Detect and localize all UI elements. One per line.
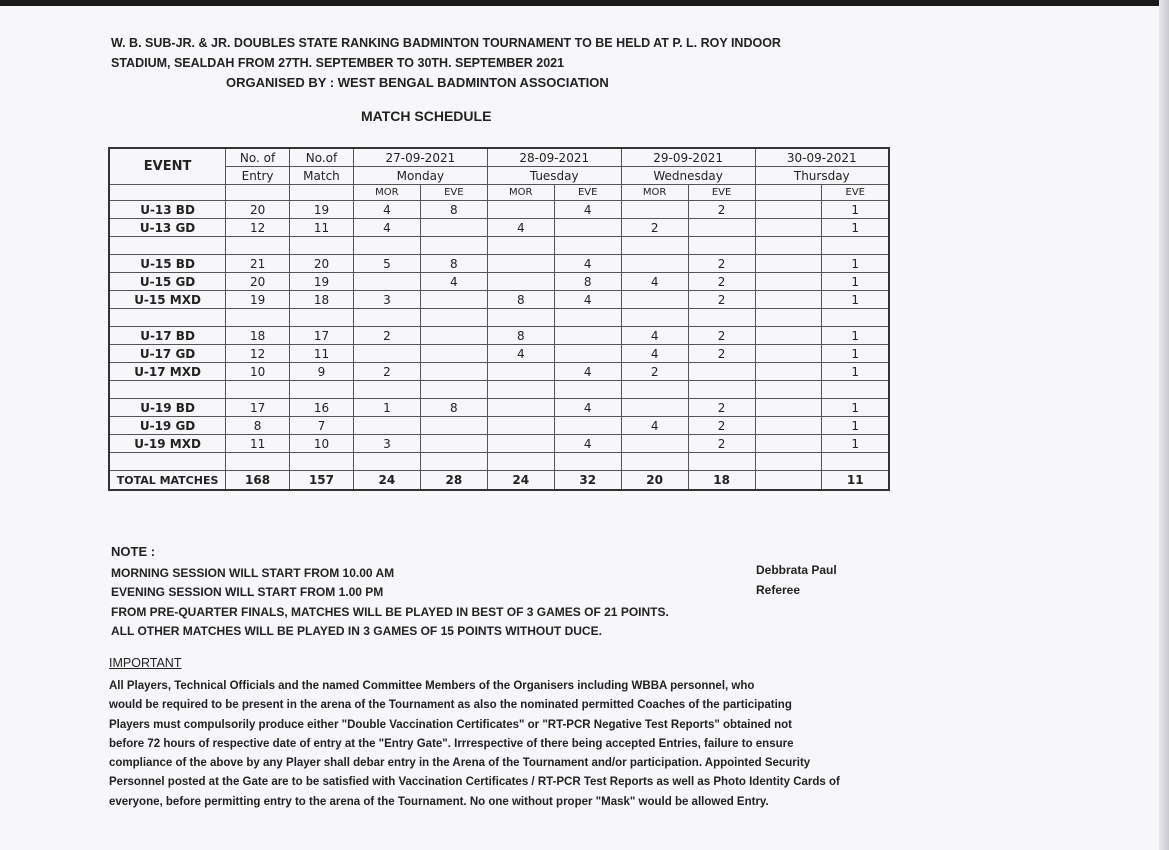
table-cell: [554, 345, 621, 363]
table-cell: 21: [226, 255, 290, 273]
table-cell: [755, 345, 822, 363]
blank-cell: [822, 237, 889, 255]
session-header: EVE: [554, 185, 621, 201]
table-cell: 1: [353, 399, 420, 417]
table-cell: 8: [420, 399, 487, 417]
table-cell: 4: [353, 201, 420, 219]
table-cell: 2: [688, 201, 755, 219]
blank-cell: [353, 453, 420, 471]
header-line-2: STADIUM, SEALDAH FROM 27TH. SEPTEMBER TO 30TH. SEPTEMBER 2021: [111, 56, 565, 70]
document-header: [111, 33, 781, 93]
blank-cell: [353, 381, 420, 399]
blank-cell: [554, 309, 621, 327]
blank-cell: [487, 381, 554, 399]
blank-cell: [109, 237, 226, 255]
blank-cell: [822, 381, 889, 399]
table-row: [109, 327, 889, 345]
blank-cell: [226, 237, 290, 255]
table-cell: [420, 345, 487, 363]
table-cell: 2: [688, 273, 755, 291]
blank-cell: [755, 309, 822, 327]
table-cell: [353, 345, 420, 363]
blank-cell: [420, 237, 487, 255]
table-cell: 2: [688, 399, 755, 417]
table-cell: 19: [290, 201, 354, 219]
important-text: [109, 677, 899, 812]
table-cell: [755, 291, 822, 309]
table-cell: [755, 471, 822, 491]
entry-header-line-1: No. of: [226, 148, 290, 167]
blank-cell: [688, 237, 755, 255]
important-line: would be required to be present in the arena of the Tournament as also the nominated permitted Coaches of the participating: [109, 699, 792, 712]
table-cell: [688, 219, 755, 237]
blank-cell: [688, 381, 755, 399]
table-cell: 4: [554, 399, 621, 417]
table-cell: 9: [290, 363, 354, 381]
blank-cell: [755, 237, 822, 255]
table-cell: [487, 255, 554, 273]
table-cell: 17: [226, 399, 290, 417]
table-cell: 11: [290, 345, 354, 363]
blank-cell: [226, 453, 290, 471]
table-cell: 20: [290, 255, 354, 273]
event-name-cell: U-19 MXD: [109, 435, 226, 453]
table-cell: 4: [554, 255, 621, 273]
blank-cell: [822, 309, 889, 327]
scan-top-border: [0, 0, 1169, 6]
table-cell: [487, 273, 554, 291]
table-cell: [420, 417, 487, 435]
match-header-line-1: No.of: [290, 148, 354, 167]
table-cell: [755, 219, 822, 237]
blank-cell: [353, 237, 420, 255]
table-cell: 8: [226, 417, 290, 435]
table-cell: 10: [290, 435, 354, 453]
blank-cell: [420, 381, 487, 399]
table-cell: 8: [554, 273, 621, 291]
table-cell: 1: [822, 417, 889, 435]
table-cell: 18: [226, 327, 290, 345]
table-cell: 1: [822, 291, 889, 309]
match-schedule-table: [108, 147, 890, 491]
event-name-cell: U-15 MXD: [109, 291, 226, 309]
event-name-cell: U-19 BD: [109, 399, 226, 417]
event-name-cell: TOTAL MATCHES: [109, 471, 226, 491]
table-cell: 4: [554, 363, 621, 381]
table-row: [109, 399, 889, 417]
table-cell: 3: [353, 435, 420, 453]
table-cell: 3: [353, 291, 420, 309]
table-cell: 4: [353, 219, 420, 237]
header-organiser: ORGANISED BY : WEST BENGAL BADMINTON ASSOCIATION: [226, 75, 609, 90]
table-cell: 10: [226, 363, 290, 381]
blank-cell: [290, 453, 354, 471]
spacer-row: [109, 309, 889, 327]
table-cell: 8: [420, 201, 487, 219]
table-cell: 11: [822, 471, 889, 491]
table-cell: 4: [554, 435, 621, 453]
event-name-cell: U-13 BD: [109, 201, 226, 219]
note-line: EVENING SESSION WILL START FROM 1.00 PM: [111, 585, 384, 599]
blank-cell: [621, 309, 688, 327]
day-name: Thursday: [755, 167, 889, 185]
total-row: [109, 471, 889, 491]
table-cell: 157: [290, 471, 354, 491]
table-cell: 2: [688, 255, 755, 273]
day-name: Monday: [353, 167, 487, 185]
blank-cell: [290, 309, 354, 327]
table-cell: 1: [822, 435, 889, 453]
blank-cell: [688, 453, 755, 471]
table-cell: 11: [226, 435, 290, 453]
table-cell: [755, 201, 822, 219]
table-cell: [755, 255, 822, 273]
table-cell: 5: [353, 255, 420, 273]
day-date: 30-09-2021: [755, 148, 889, 167]
table-cell: [688, 363, 755, 381]
table-cell: [554, 219, 621, 237]
table-cell: 168: [226, 471, 290, 491]
session-header: EVE: [420, 185, 487, 201]
table-cell: 18: [688, 471, 755, 491]
blank-cell: [487, 237, 554, 255]
important-section: [109, 656, 222, 670]
table-cell: 2: [621, 219, 688, 237]
session-header: EVE: [688, 185, 755, 201]
table-cell: [420, 291, 487, 309]
table-cell: [420, 363, 487, 381]
table-cell: 24: [487, 471, 554, 491]
table-cell: 12: [226, 345, 290, 363]
table-cell: 28: [420, 471, 487, 491]
table-cell: 1: [822, 255, 889, 273]
day-name: Wednesday: [621, 167, 755, 185]
blank-cell: [621, 237, 688, 255]
table-cell: 20: [621, 471, 688, 491]
table-row: [109, 363, 889, 381]
table-cell: 18: [290, 291, 354, 309]
table-cell: 8: [420, 255, 487, 273]
blank-cell: [420, 453, 487, 471]
header-line-1: W. B. SUB-JR. & JR. DOUBLES STATE RANKING BADMINTON TOURNAMENT TO BE HELD AT P. L. ROY INDOOR: [111, 36, 781, 50]
event-name-cell: U-19 GD: [109, 417, 226, 435]
table-cell: 2: [621, 363, 688, 381]
table-cell: 1: [822, 327, 889, 345]
blank-cell: [621, 381, 688, 399]
schedule-title: MATCH SCHEDULE: [361, 108, 492, 124]
table-cell: [353, 417, 420, 435]
session-header: MOR: [487, 185, 554, 201]
table-cell: 2: [688, 417, 755, 435]
important-line: compliance of the above by any Player shall debar entry in the Arena of the Tournament and/or participation. Appointed Security: [109, 757, 811, 770]
important-line: before 72 hours of respective date of entry at the "Entry Gate". Irrrespective of there being accepted Entries, failure to ensure: [109, 737, 794, 750]
table-cell: [487, 201, 554, 219]
table-cell: 4: [621, 327, 688, 345]
blank-cell: [290, 381, 354, 399]
note-line: ALL OTHER MATCHES WILL BE PLAYED IN 3 GAMES OF 15 POINTS WITHOUT DUCE.: [111, 624, 602, 638]
table-cell: 4: [621, 417, 688, 435]
table-cell: [621, 291, 688, 309]
table-cell: [621, 435, 688, 453]
important-line: All Players, Technical Officials and the named Committee Members of the Organisers including WBBA personnel, who: [109, 680, 755, 692]
table-cell: 17: [290, 327, 354, 345]
blank-cell: [487, 453, 554, 471]
referee-title: Referee: [756, 582, 801, 597]
session-header-blank: [109, 185, 226, 201]
table-cell: [755, 327, 822, 345]
table-cell: [487, 417, 554, 435]
table-row: [109, 219, 889, 237]
table-cell: [487, 399, 554, 417]
table-cell: 1: [822, 345, 889, 363]
session-header: MOR: [621, 185, 688, 201]
event-name-cell: U-15 GD: [109, 273, 226, 291]
table-row: [109, 201, 889, 219]
table-cell: [755, 435, 822, 453]
table-row: [109, 345, 889, 363]
spacer-row: [109, 381, 889, 399]
table-cell: 4: [487, 345, 554, 363]
referee-signature-block: [756, 561, 837, 600]
blank-cell: [755, 453, 822, 471]
table-cell: [755, 417, 822, 435]
day-date: 28-09-2021: [487, 148, 621, 167]
table-cell: 4: [621, 273, 688, 291]
event-name-cell: U-17 BD: [109, 327, 226, 345]
table-cell: 4: [621, 345, 688, 363]
schedule-body: [109, 201, 889, 491]
event-name-cell: U-17 GD: [109, 345, 226, 363]
table-cell: 12: [226, 219, 290, 237]
event-column-header: EVENT: [109, 148, 226, 185]
event-name-cell: U-13 GD: [109, 219, 226, 237]
table-cell: [755, 273, 822, 291]
table-cell: [487, 435, 554, 453]
table-cell: 32: [554, 471, 621, 491]
table-cell: [621, 399, 688, 417]
table-cell: 1: [822, 201, 889, 219]
blank-cell: [822, 453, 889, 471]
table-row: [109, 291, 889, 309]
table-cell: 2: [688, 291, 755, 309]
day-date: 29-09-2021: [621, 148, 755, 167]
important-line: Players must compulsorily produce either "Double Vaccination Certificates" or "RT-PCR Negative Test Reports" obtained not: [109, 718, 792, 731]
table-cell: 1: [822, 273, 889, 291]
session-header: MOR: [353, 185, 420, 201]
table-cell: 20: [226, 201, 290, 219]
table-cell: 20: [226, 273, 290, 291]
table-cell: [621, 255, 688, 273]
table-cell: 4: [487, 219, 554, 237]
table-row: [109, 255, 889, 273]
table-row: [109, 435, 889, 453]
blank-cell: [420, 309, 487, 327]
blank-cell: [755, 381, 822, 399]
table-cell: 2: [353, 327, 420, 345]
table-cell: [621, 201, 688, 219]
scan-right-edge: [1159, 0, 1169, 850]
table-cell: 2: [688, 327, 755, 345]
session-header: EVE: [822, 185, 889, 201]
table-cell: 19: [226, 291, 290, 309]
session-header: [755, 185, 822, 201]
table-cell: 11: [290, 219, 354, 237]
important-heading: IMPORTANT: [109, 656, 182, 670]
table-cell: 4: [554, 291, 621, 309]
blank-cell: [226, 309, 290, 327]
blank-cell: [554, 453, 621, 471]
table-row: [109, 273, 889, 291]
table-cell: 7: [290, 417, 354, 435]
table-cell: [755, 399, 822, 417]
blank-cell: [290, 237, 354, 255]
table-cell: [755, 363, 822, 381]
table-cell: 1: [822, 363, 889, 381]
table-cell: 4: [554, 201, 621, 219]
blank-cell: [109, 309, 226, 327]
blank-cell: [226, 381, 290, 399]
table-cell: [554, 327, 621, 345]
event-name-cell: U-17 MXD: [109, 363, 226, 381]
day-date: 27-09-2021: [353, 148, 487, 167]
session-header-blank: [226, 185, 290, 201]
table-cell: 2: [353, 363, 420, 381]
table-cell: [420, 219, 487, 237]
table-cell: [487, 363, 554, 381]
table-cell: 24: [353, 471, 420, 491]
table-cell: 19: [290, 273, 354, 291]
session-header-blank: [290, 185, 354, 201]
table-cell: [420, 327, 487, 345]
note-line: MORNING SESSION WILL START FROM 10.00 AM: [111, 565, 395, 580]
blank-cell: [688, 309, 755, 327]
table-cell: 16: [290, 399, 354, 417]
table-cell: 2: [688, 345, 755, 363]
table-cell: [353, 273, 420, 291]
note-line: FROM PRE-QUARTER FINALS, MATCHES WILL BE PLAYED IN BEST OF 3 GAMES OF 21 POINTS.: [111, 604, 669, 619]
important-line: everyone, before permitting entry to the arena of the Tournament. No one without proper "Mask" would be allowed Entry.: [109, 795, 769, 808]
table-cell: 2: [688, 435, 755, 453]
blank-cell: [621, 453, 688, 471]
table-cell: 1: [822, 219, 889, 237]
match-header-line-2: Match: [290, 167, 354, 185]
notes-section: [111, 542, 669, 642]
blank-cell: [487, 309, 554, 327]
note-heading: NOTE :: [111, 544, 156, 559]
blank-cell: [109, 381, 226, 399]
blank-cell: [554, 381, 621, 399]
important-line: Personnel posted at the Gate are to be satisfied with Vaccination Certificates / RT-PCR Test Reports as well as Photo Identity Cards of: [109, 776, 840, 789]
day-name: Tuesday: [487, 167, 621, 185]
table-cell: [554, 417, 621, 435]
table-cell: 4: [420, 273, 487, 291]
spacer-row: [109, 237, 889, 255]
blank-cell: [109, 453, 226, 471]
blank-cell: [353, 309, 420, 327]
table-cell: [420, 435, 487, 453]
table-cell: 8: [487, 327, 554, 345]
event-name-cell: U-15 BD: [109, 255, 226, 273]
blank-cell: [554, 237, 621, 255]
entry-header-line-2: Entry: [226, 167, 290, 185]
table-cell: 1: [822, 399, 889, 417]
spacer-row: [109, 453, 889, 471]
referee-name: Debbrata Paul: [756, 563, 837, 577]
table-cell: 8: [487, 291, 554, 309]
table-row: [109, 417, 889, 435]
